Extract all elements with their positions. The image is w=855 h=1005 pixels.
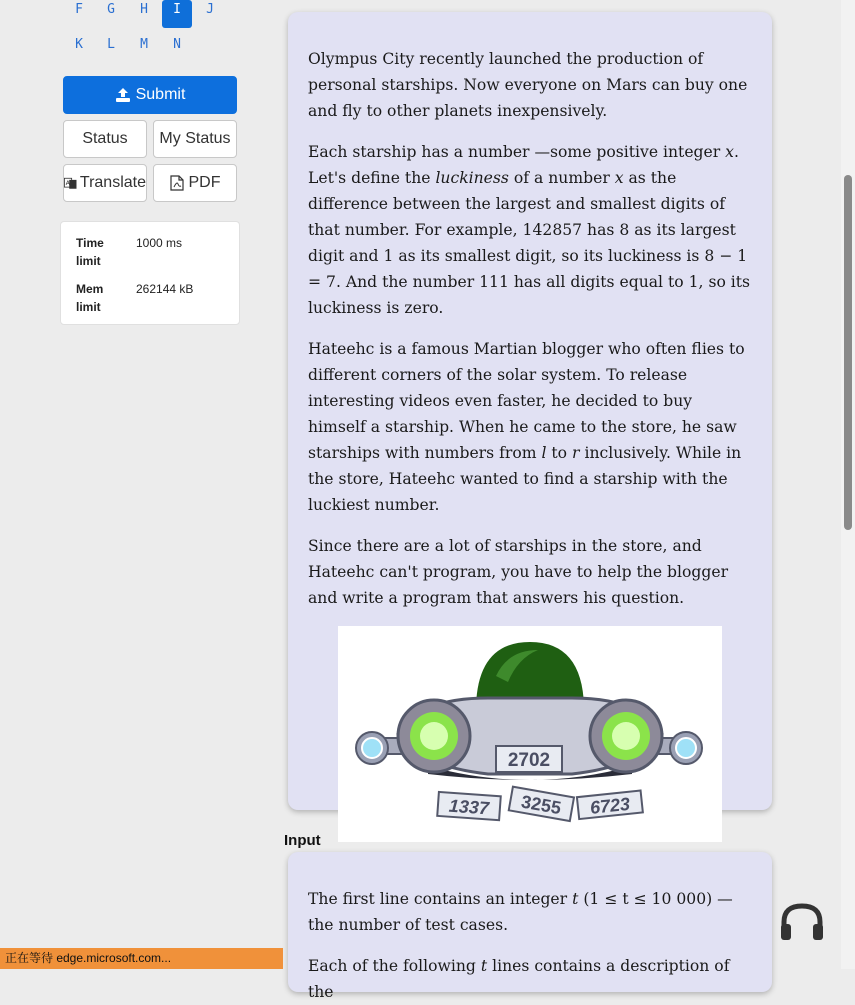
translate-label: Translate [79, 174, 146, 191]
statement-card [288, 12, 772, 819]
pdf-button[interactable] [153, 164, 237, 202]
input-paragraph-2 [308, 953, 752, 1005]
time-limit-label-line1: Time [76, 236, 104, 250]
problem-letter-h[interactable]: H [140, 2, 148, 17]
time-limit-label-line2: limit [76, 254, 101, 268]
problem-letter-k[interactable]: K [75, 37, 83, 52]
text-span: of a number [508, 169, 615, 187]
math-var-t: t [480, 957, 488, 975]
problem-letter-l[interactable]: L [107, 37, 115, 52]
upload-icon [115, 87, 131, 103]
input-section-title: Input [284, 832, 321, 849]
submit-button[interactable] [63, 76, 237, 114]
problem-letter-f[interactable]: F [75, 2, 83, 17]
input-paragraph-1 [308, 886, 752, 938]
text-span: . Let's define the [308, 143, 739, 187]
statement-paragraph-2 [308, 139, 752, 321]
starship-image [338, 626, 722, 842]
mem-limit-value: 262144 kB [136, 282, 194, 296]
input-card [288, 852, 772, 1001]
math-var-r: r [572, 444, 580, 462]
headset-icon[interactable] [778, 900, 826, 944]
math-formula: (1 ≤ t ≤ 10 000) [583, 890, 713, 908]
math-formula: 8 − 1 = 7 [308, 247, 748, 291]
browser-status-bar: 正在等待 edge.microsoft.com... [0, 948, 283, 969]
time-limit-label [76, 234, 126, 270]
time-limit-value: 1000 ms [136, 236, 183, 250]
statement-paragraph-4: Since there are a lot of starships in the store, and Hateehc can't program, you have to help the blogger and write a program that answers his question. [308, 537, 729, 607]
problem-letter-m[interactable]: M [140, 37, 148, 52]
text-span: . And the number 111 has all digits equal to 1, so its luckiness is zero. [308, 273, 751, 317]
mem-limit-label-line1: Mem [76, 282, 104, 296]
limits-panel [60, 221, 240, 325]
problem-letter-j[interactable]: J [206, 2, 214, 17]
text-span: Hateehc is a famous Martian blogger who often flies to different corners of the solar system. To release interesting videos even faster, he decided to buy himself a starship. When he came to the store, he saw starships with numbers from [308, 340, 745, 462]
page-scrollbar[interactable] [841, 0, 855, 969]
statement-paragraph-3 [308, 336, 752, 518]
plate-3: 6723 [589, 793, 631, 818]
text-span: —the number of test cases. [308, 890, 733, 934]
statement-paragraph-1: Olympus City recently launched the production of personal starships. Now everyone on Mars can buy one and fly to other planets inexpensively. [308, 50, 748, 120]
problem-letter-g[interactable]: G [107, 2, 115, 17]
term-luckiness: luckiness [435, 169, 509, 187]
text-span: Each starship has a number —some positive integer [308, 143, 726, 161]
ship-number-plate: 2702 [507, 750, 551, 771]
mem-limit-label [76, 280, 126, 316]
starship-illustration [338, 626, 722, 842]
my-status-button[interactable] [153, 120, 237, 158]
plate-2: 3255 [519, 791, 563, 819]
math-var-x: x [614, 169, 624, 187]
svg-text:A: A [65, 178, 71, 187]
my-status-label: My Status [159, 130, 231, 147]
pdf-label: PDF [188, 174, 221, 191]
status-button[interactable] [63, 120, 147, 158]
text-span: lines contains a description of the [308, 957, 730, 1001]
text-span: as the difference between the largest and smallest digits of that number. For example, 142857 has 8 as its largest digit and 1 as its smallest digit, so its luckiness is [308, 169, 736, 265]
scrollbar-thumb[interactable] [844, 175, 852, 530]
text-span: The first line contains an integer [308, 890, 573, 908]
math-var-t: t [572, 890, 579, 908]
math-var-l: l [541, 444, 547, 462]
status-label: Status [82, 130, 128, 147]
mem-limit-label-line2: limit [76, 300, 101, 314]
text-span: to [546, 444, 573, 462]
pdf-icon [170, 175, 184, 191]
text-span: Each of the following [308, 957, 481, 975]
translate-button[interactable] [63, 164, 147, 202]
plate-1: 1337 [448, 795, 490, 819]
problem-letter-i[interactable]: I [162, 0, 192, 28]
submit-label: Submit [135, 86, 186, 103]
math-var-x: x [725, 143, 734, 161]
translate-icon [64, 176, 77, 191]
text-span: inclusively. While in the store, Hateehc wanted to find a starship with the luckiest number. [308, 444, 742, 514]
problem-letter-n[interactable]: N [173, 37, 181, 52]
